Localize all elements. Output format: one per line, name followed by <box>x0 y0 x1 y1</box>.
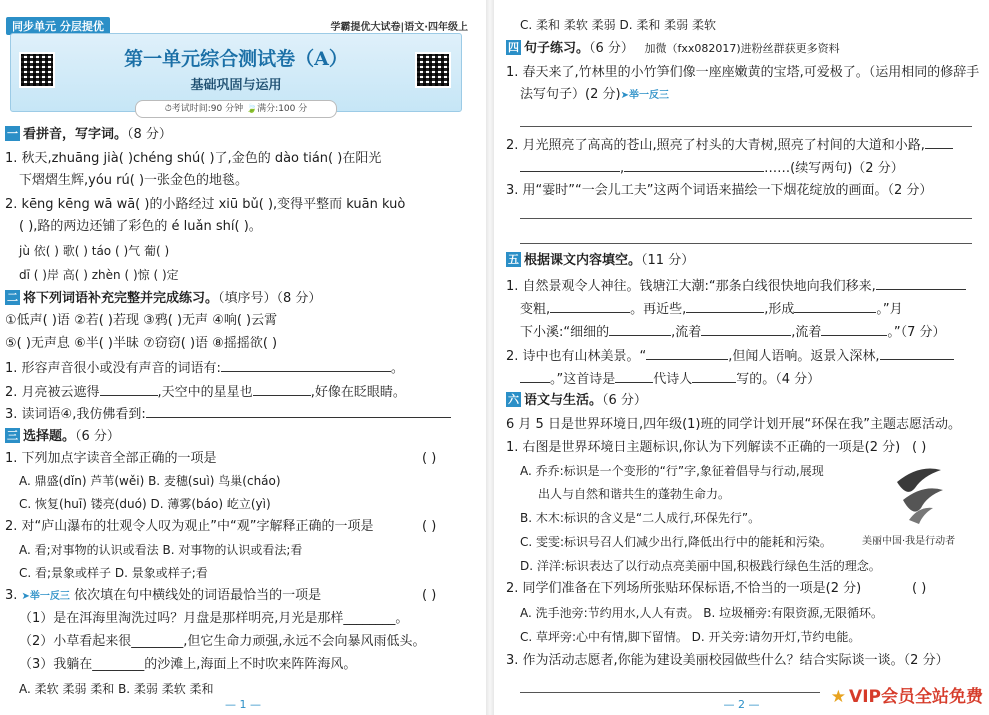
promo-note: 加微（fxx082017)进粉丝群获更多资料 <box>644 42 840 55</box>
right-page <box>494 0 989 715</box>
question-text: ,流着 <box>671 325 702 340</box>
s6-question: 3. 作为活动志愿者,你能为建设美丽校园做些什么？结合实际谈一谈。（2 分） <box>506 653 949 668</box>
s2-question <box>5 382 406 402</box>
s3-line: （1）是在洱海里淘洗过吗？月盘是那样明亮,月光是那样________。 <box>19 611 409 626</box>
s1-line: dī ( )岸 高( ) zhèn ( )惊 ( )定 <box>19 268 179 282</box>
question-text: 2. 月光照亮了高高的苍山,照亮了村头的大青树,照亮了村间的大道和小路, <box>506 138 925 153</box>
s4-question: 3. 用“霎时”“一会儿工夫”这两个词语来描绘一下烟花绽放的画面。（2 分） <box>506 183 933 198</box>
answer-blank[interactable] <box>880 346 954 360</box>
s2-line: ①低声( )语 ②若( )若现 ③鸦( )无声 ④响( )云霄 <box>5 313 278 328</box>
book-series: 学霸提优大试卷|语文·四年级上 <box>330 22 468 33</box>
s4-question: 1. 春天来了,竹林里的小竹笋们像一座座嫩黄的宝塔,可爱极了。（运用相同的修辞手 <box>506 65 980 80</box>
left-page <box>0 0 486 715</box>
s6-question: 2. 同学们准备在下列场所张贴环保标语,不恰当的一项是(2 分) <box>506 581 862 596</box>
answer-blank[interactable] <box>876 276 966 290</box>
s3-option-continued: C. 柔和 柔软 柔弱 D. 柔和 柔弱 柔软 <box>520 18 716 32</box>
section-number: 五 <box>508 253 519 266</box>
section-points: （6 分） <box>589 41 634 56</box>
series-badge: 同步单元 分层提优 <box>6 17 110 35</box>
question-text: 代诗人 <box>653 372 693 387</box>
tag-label: ➤举一反三 <box>21 591 70 602</box>
answer-blank[interactable] <box>221 358 391 372</box>
question-text: ,形成 <box>764 302 795 317</box>
page-number: — 1 — <box>225 698 261 711</box>
answer-line[interactable] <box>520 692 820 693</box>
s5-question <box>520 322 946 342</box>
answer-blank[interactable] <box>701 322 791 336</box>
s5-question <box>506 346 954 366</box>
test-info: ⏱考试时间:90 分钟 🍃满分:100 分 <box>135 100 337 118</box>
section-number: 六 <box>508 393 519 406</box>
answer-paren[interactable]: ( ) <box>422 588 437 603</box>
s6-intro: 6 月 5 日是世界环境日,四年级(1)班的同学计划开展“环保在我”主题志愿活动。 <box>506 417 961 432</box>
section-title: 句子练习。 <box>524 41 590 56</box>
section-title: 选择题。 <box>23 429 76 444</box>
s6-option: 出人与自然和谐共生的蓬勃生命力。 <box>538 487 731 501</box>
answer-blank[interactable] <box>253 382 311 396</box>
answer-blank[interactable] <box>692 369 736 383</box>
s3-question: 1. 下列加点字读音全部正确的一项是 <box>5 451 217 466</box>
s1-line: ( ),路的两边还铺了彩色的 é luǎn shí( )。 <box>19 219 262 234</box>
page-gutter <box>486 0 494 715</box>
question-text: ,但闻人语响。返景入深林, <box>728 349 880 364</box>
section-number: 三 <box>7 429 18 442</box>
section-title: 看拼音，写字词。 <box>23 127 128 142</box>
section-5-heading <box>506 252 694 270</box>
tag-label: ➤举一反三 <box>620 90 669 101</box>
question-text: 。”这首诗是 <box>550 372 616 387</box>
s3-option: C. 看;景象或样子 D. 景象或样子;看 <box>19 566 208 580</box>
answer-blank[interactable] <box>821 322 887 336</box>
s6-option: C. 草坪旁:心中有情,脚下留情。 D. 开关旁:请勿开灯,节约电能。 <box>520 630 861 644</box>
s1-line: jù 依( ) 歌( ) táo ( )气 葡( ) <box>19 244 170 258</box>
test-title: 第一单元综合测试卷（A） <box>124 48 348 70</box>
page-header <box>0 0 486 32</box>
s2-line: ⑤( )无声息 ⑥半( )半昧 ⑦窃窃( )语 ⑧摇摇欲( ) <box>5 336 278 351</box>
answer-blank[interactable] <box>146 404 451 418</box>
s3-option: C. 恢复(huī) 镂亮(duó) D. 薄雾(báo) 屹立(yì) <box>19 497 271 511</box>
question-text: 1. 形容声音很小或没有声音的词语有: <box>5 361 221 376</box>
answer-line[interactable] <box>520 243 972 244</box>
answer-blank[interactable] <box>520 369 550 383</box>
answer-line[interactable] <box>520 126 972 127</box>
question-text: ,好像在眨眼睛。 <box>310 385 406 400</box>
logo-caption: 美丽中国·我是行动者 <box>862 536 956 547</box>
section-title: 将下列词语补充完整并完成练习。 <box>23 291 219 306</box>
question-text: 法写句子）(2 分) <box>520 87 621 102</box>
question-text: 变粗, <box>520 302 551 317</box>
section-number: 二 <box>7 291 18 304</box>
question-text: 3. 读词语④,我仿佛看到: <box>5 407 146 422</box>
watermark-text: VIP会员全站免费 <box>849 687 983 707</box>
s1-line: 1. 秋天,zhuāng jià( )chéng shú( )了,金色的 dào tián( )在阳光 <box>5 151 382 166</box>
s3-line: （3）我躺在________的沙滩上,海面上不时吹来阵阵海风。 <box>19 657 357 672</box>
section-6-heading <box>506 392 647 410</box>
section-title: 语文与生活。 <box>524 393 603 408</box>
s3-option: A. 看;对事物的认识或看法 B. 对事物的认识或看法;看 <box>19 543 303 557</box>
question-text: 2. 诗中也有山林美景。“ <box>506 349 647 364</box>
answer-blank[interactable] <box>609 322 671 336</box>
s6-question: 1. 右图是世界环境日主题标识,你认为下列解读不正确的一项是(2 分) <box>506 440 901 455</box>
question-text: ……(续写两句)（2 分） <box>764 161 904 176</box>
answer-blank[interactable] <box>100 382 158 396</box>
section-points: （6 分） <box>602 393 647 408</box>
answer-blank[interactable] <box>624 158 764 172</box>
s3-option: A. 鼎盛(dǐn) 芦苇(wěi) B. 麦穗(suì) 鸟巢(cháo) <box>19 474 281 488</box>
star-icon: ★ <box>830 687 847 707</box>
s4-question <box>506 135 953 155</box>
s3-question: 3. ➤举一反三 依次填在句中横线处的词语最恰当的一项是 <box>5 588 322 603</box>
section-number: 四 <box>508 41 519 54</box>
question-text: 下小溪:“细细的 <box>520 325 610 340</box>
answer-line[interactable] <box>520 218 972 219</box>
s5-question <box>506 276 966 296</box>
section-3-heading <box>5 428 120 446</box>
answer-blank[interactable] <box>925 135 953 149</box>
answer-blank[interactable] <box>686 299 764 313</box>
s3-line: （2）小草看起来很________,但它生命力顽强,永远不会向暴风雨低头。 <box>19 634 426 649</box>
s6-option: B. 木木:标识的含义是“二人成行,环保先行”。 <box>520 511 761 525</box>
answer-blank[interactable] <box>646 346 728 360</box>
answer-blank[interactable] <box>550 299 630 313</box>
question-text: 依次填在句中横线处的词语最恰当的一项是 <box>74 588 322 603</box>
section-points: （填序号）（8 分） <box>218 291 322 306</box>
question-text: 。”（7 分） <box>887 325 946 340</box>
question-text: 2. 月亮被云遮得 <box>5 385 100 400</box>
s5-question <box>520 369 820 389</box>
answer-blank[interactable] <box>794 299 876 313</box>
s4-question <box>520 86 669 105</box>
question-text: 写的。（4 分） <box>736 372 821 387</box>
section-1-heading <box>5 126 172 144</box>
section-title: 根据课文内容填空。 <box>524 253 642 268</box>
s3-question: 2. 对“庐山瀑布的壮观令人叹为观止”中“观”字解释正确的一项是 <box>5 519 374 534</box>
question-text: 。”月 <box>876 302 903 317</box>
s6-option: A. 乔乔:标识是一个变形的“行”字,象征着倡导与行动,展现 <box>520 464 824 478</box>
s6-option: A. 洗手池旁:节约用水,人人有责。 B. 垃圾桶旁:有限资源,无限循环。 <box>520 606 884 620</box>
s4-question: , ……(续写两句)（2 分） <box>520 158 904 178</box>
s3-option: A. 柔软 柔弱 柔和 B. 柔弱 柔软 柔和 <box>19 682 214 696</box>
question-text: 1. 自然景观令人神往。钱塘江大潮:“那条白线很快地向我们移来, <box>506 279 876 294</box>
section-number: 一 <box>7 127 18 140</box>
s2-question: 1. 形容声音很小或没有声音的词语有: 。 <box>5 358 404 378</box>
vip-watermark <box>831 682 983 707</box>
s2-question <box>5 404 451 424</box>
answer-paren[interactable]: ( ) <box>422 451 437 466</box>
s6-option: D. 洋洋:标识表达了以行动点亮美丽中国,积极践行绿色生活的理念。 <box>520 559 881 573</box>
answer-blank[interactable] <box>520 158 620 172</box>
page-number: — 2 — <box>723 698 760 711</box>
answer-paren[interactable]: ( ) <box>912 581 927 596</box>
s1-line: 下熠熠生辉,yóu rú( )一张金色的地毯。 <box>19 173 249 188</box>
question-text: ,流着 <box>791 325 822 340</box>
answer-paren[interactable]: ( ) <box>912 440 927 455</box>
answer-paren[interactable]: ( ) <box>422 519 437 534</box>
question-text: ,天空中的星星也 <box>157 385 253 400</box>
question-text: 。再近些, <box>630 302 687 317</box>
section-2-heading <box>5 290 321 308</box>
section-4-heading <box>506 40 840 58</box>
s1-line: 2. kēng kēng wā wā( )的小路经过 xiū bǔ( ),变得平整而 kuān kuò <box>5 197 406 212</box>
environment-day-logo-icon <box>889 462 949 526</box>
s5-question <box>520 299 903 319</box>
answer-blank[interactable] <box>615 369 653 383</box>
section-points: （6 分） <box>75 429 120 444</box>
section-points: （8 分） <box>127 127 172 142</box>
section-points: （11 分） <box>641 253 695 268</box>
s6-option: C. 雯雯:标识号召人们减少出行,降低出行中的能耗和污染。 <box>520 535 832 549</box>
test-subtitle: 基础巩固与运用 <box>190 78 282 93</box>
